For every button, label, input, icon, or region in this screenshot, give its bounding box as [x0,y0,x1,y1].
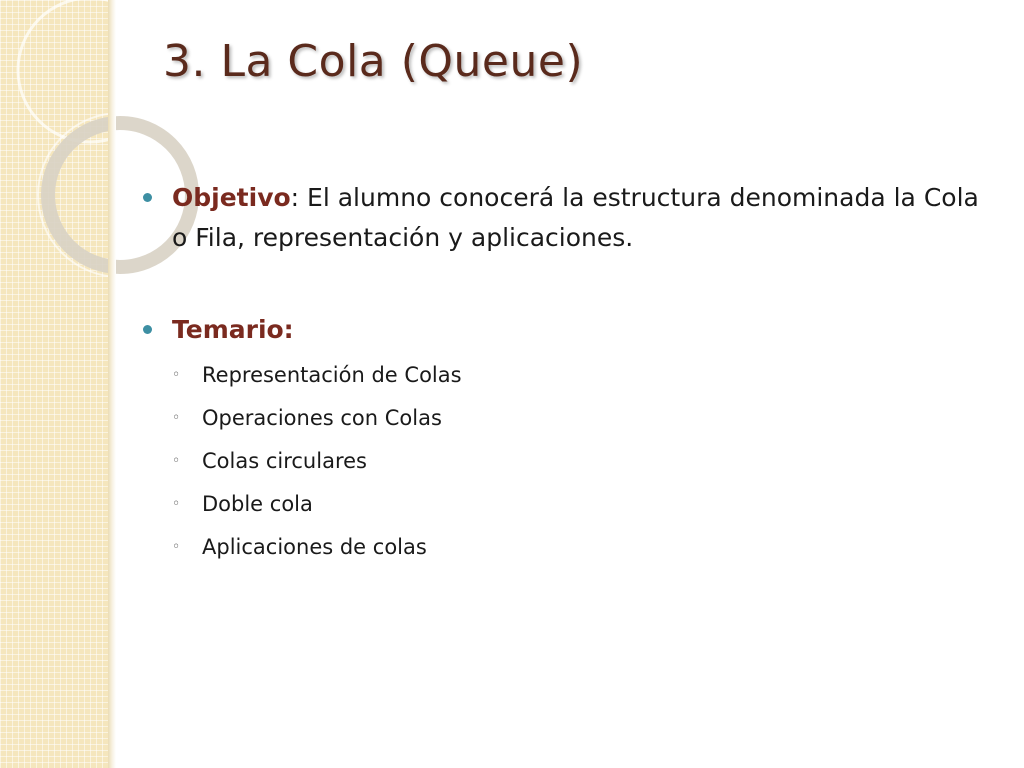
open-circle-bullet-icon: ◦ [172,410,181,426]
list-item-label: Aplicaciones de colas [202,535,427,559]
list-item-label: Doble cola [202,492,313,516]
list-item [140,397,1000,440]
slide-title: 3. La Cola (Queue) [163,36,584,87]
temario-subitems [140,354,1000,569]
open-circle-bullet-icon: ◦ [172,539,181,555]
list-item-label: Colas circulares [202,449,367,473]
bullet-label-temario: Temario: [172,315,294,344]
list-item-label: Representación de Colas [202,363,462,387]
slide-content [140,178,1000,569]
bullet-temario [140,310,1000,350]
open-circle-bullet-icon: ◦ [172,453,181,469]
list-item [140,526,1000,569]
list-item [140,354,1000,397]
bullet-objetivo [140,178,1000,258]
band-edge-divider [108,0,116,768]
bullet-text-objetivo: : El alumno conocerá la estructura denominada la Cola o Fila, representación y aplicaciones. [172,183,979,252]
open-circle-bullet-icon: ◦ [172,367,181,383]
bullet-dot-icon [143,325,152,334]
list-item-label: Operaciones con Colas [202,406,442,430]
open-circle-bullet-icon: ◦ [172,496,181,512]
list-item [140,440,1000,483]
list-item [140,483,1000,526]
bullet-dot-icon [143,193,152,202]
bullet-label-objetivo: Objetivo [172,183,291,212]
